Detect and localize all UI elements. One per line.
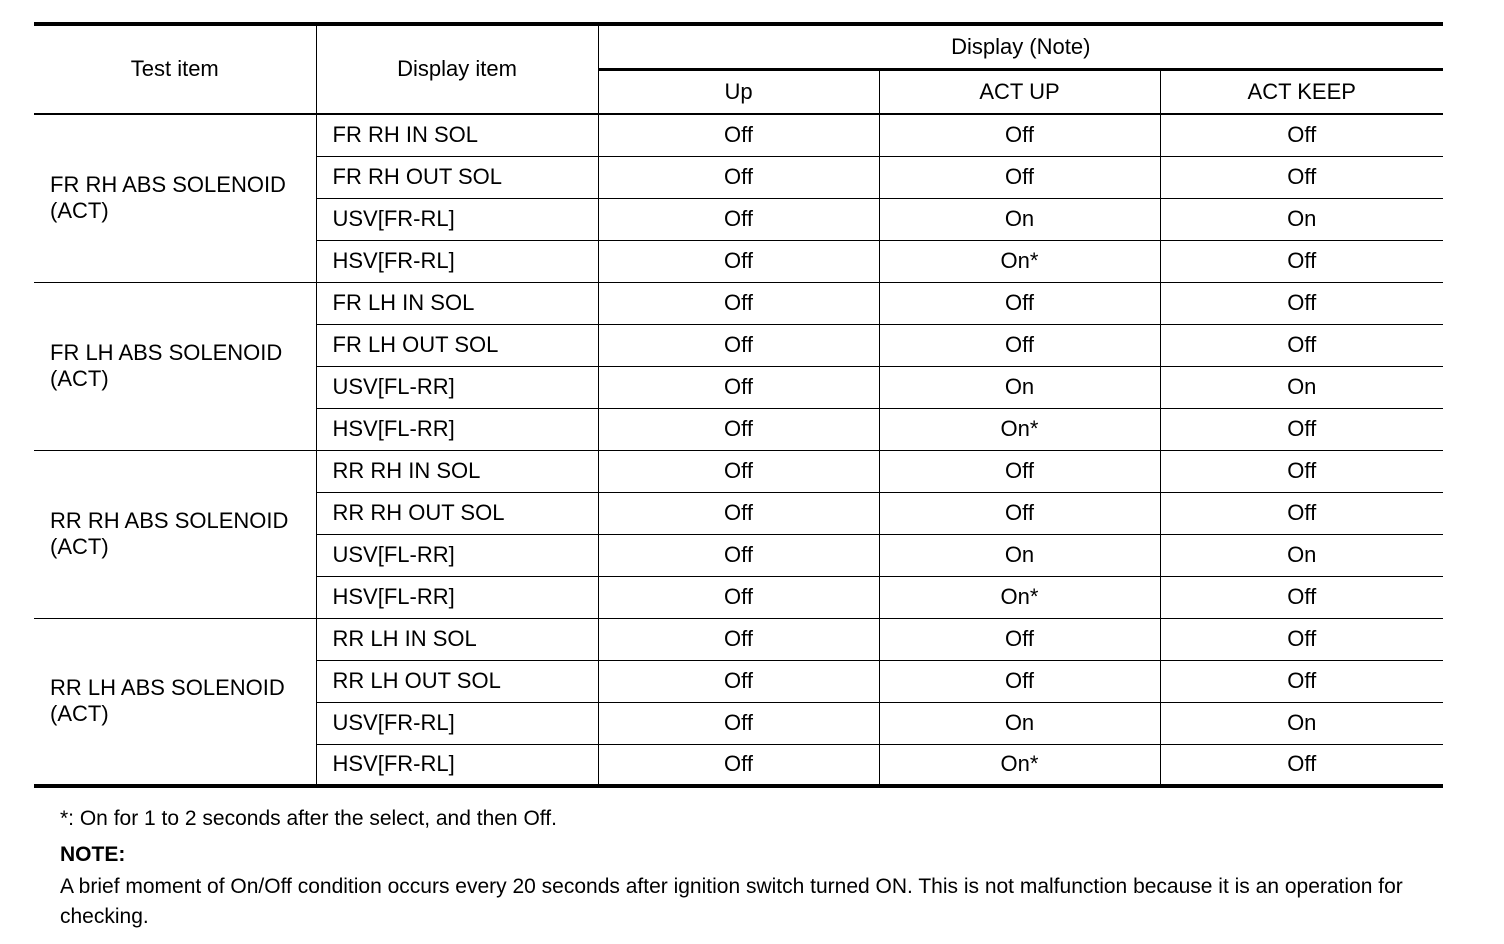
up-value-cell: Off (598, 576, 879, 618)
act-up-value-cell: On (879, 702, 1160, 744)
act-up-value-cell: On* (879, 408, 1160, 450)
act-keep-value-cell: Off (1160, 114, 1443, 156)
act-keep-value-cell: Off (1160, 492, 1443, 534)
act-up-value-cell: On (879, 534, 1160, 576)
display-item-cell: FR LH OUT SOL (316, 324, 598, 366)
up-value-cell: Off (598, 240, 879, 282)
display-item-cell: USV[FL-RR] (316, 534, 598, 576)
act-keep-value-cell: On (1160, 198, 1443, 240)
table-row (34, 282, 1443, 324)
display-item-cell: RR RH IN SOL (316, 450, 598, 492)
act-up-value-cell: Off (879, 156, 1160, 198)
act-keep-value-cell: Off (1160, 450, 1443, 492)
test-item-cell (34, 282, 316, 450)
test-item-cell (34, 114, 316, 282)
act-keep-value-cell: On (1160, 534, 1443, 576)
test-item-line: (ACT) (50, 701, 109, 727)
note-title: NOTE: (60, 843, 126, 866)
up-value-cell: Off (598, 156, 879, 198)
act-up-value-cell: On (879, 366, 1160, 408)
act-keep-value-cell: Off (1160, 282, 1443, 324)
header-up: Up (598, 70, 879, 115)
test-item-line: (ACT) (50, 366, 109, 391)
up-value-cell: Off (598, 450, 879, 492)
act-up-value-cell: Off (879, 618, 1160, 660)
table-row (34, 618, 1443, 660)
display-item-cell: HSV[FR-RL] (316, 240, 598, 282)
act-up-value-cell: Off (879, 492, 1160, 534)
act-up-value-cell: On* (879, 240, 1160, 282)
act-up-value-cell: On* (879, 744, 1160, 786)
act-keep-value-cell: Off (1160, 744, 1443, 786)
act-keep-value-cell: Off (1160, 156, 1443, 198)
test-item-line: RR RH ABS SOLENOID (50, 507, 289, 533)
display-item-cell: FR RH IN SOL (316, 114, 598, 156)
display-item-cell: RR LH IN SOL (316, 618, 598, 660)
up-value-cell: Off (598, 324, 879, 366)
display-item-cell: RR RH OUT SOL (316, 492, 598, 534)
notes-section (60, 804, 1450, 932)
act-keep-value-cell: Off (1160, 240, 1443, 282)
header-act-keep: ACT KEEP (1160, 70, 1443, 115)
note-text: A brief moment of On/Off condition occurs every 20 seconds after ignition switch turned ON. This is not malfunction because it is an operation for checking. (60, 875, 1403, 928)
up-value-cell: Off (598, 114, 879, 156)
up-value-cell: Off (598, 534, 879, 576)
up-value-cell: Off (598, 702, 879, 744)
up-value-cell: Off (598, 744, 879, 786)
display-item-cell: HSV[FL-RR] (316, 408, 598, 450)
test-item-line: RR LH ABS SOLENOID (50, 674, 285, 700)
display-item-cell: RR LH OUT SOL (316, 660, 598, 702)
test-item-line: FR LH ABS SOLENOID (50, 339, 283, 365)
act-keep-value-cell: Off (1160, 618, 1443, 660)
act-up-value-cell: Off (879, 282, 1160, 324)
header-act-up: ACT UP (879, 70, 1160, 115)
header-test-item: Test item (34, 24, 316, 114)
display-item-cell: FR RH OUT SOL (316, 156, 598, 198)
up-value-cell: Off (598, 618, 879, 660)
act-up-value-cell: Off (879, 660, 1160, 702)
act-keep-value-cell: On (1160, 366, 1443, 408)
header-display-item: Display item (316, 24, 598, 114)
up-value-cell: Off (598, 198, 879, 240)
table-row (34, 114, 1443, 156)
act-keep-value-cell: Off (1160, 324, 1443, 366)
table-body (34, 114, 1443, 786)
table-row (34, 450, 1443, 492)
act-keep-value-cell: Off (1160, 408, 1443, 450)
test-item-line: (ACT) (50, 198, 109, 224)
act-keep-value-cell: On (1160, 702, 1443, 744)
test-item-line: FR RH ABS SOLENOID (50, 171, 286, 197)
up-value-cell: Off (598, 282, 879, 324)
act-up-value-cell: Off (879, 324, 1160, 366)
act-up-value-cell: Off (879, 450, 1160, 492)
display-item-cell: USV[FL-RR] (316, 366, 598, 408)
footnote: *: On for 1 to 2 seconds after the select, and then Off. (60, 807, 557, 830)
up-value-cell: Off (598, 660, 879, 702)
test-item-cell (34, 450, 316, 618)
display-item-cell: USV[FR-RL] (316, 198, 598, 240)
up-value-cell: Off (598, 366, 879, 408)
act-up-value-cell: On* (879, 576, 1160, 618)
display-item-cell: USV[FR-RL] (316, 702, 598, 744)
act-up-value-cell: Off (879, 114, 1160, 156)
table-header (34, 24, 1443, 114)
act-up-value-cell: On (879, 198, 1160, 240)
act-keep-value-cell: Off (1160, 576, 1443, 618)
display-item-cell: FR LH IN SOL (316, 282, 598, 324)
up-value-cell: Off (598, 408, 879, 450)
header-display-note: Display (Note) (598, 24, 1443, 70)
up-value-cell: Off (598, 492, 879, 534)
test-item-line: (ACT) (50, 534, 109, 559)
display-item-cell: HSV[FR-RL] (316, 744, 598, 786)
solenoid-test-table (34, 22, 1443, 788)
display-item-cell: HSV[FL-RR] (316, 576, 598, 618)
act-keep-value-cell: Off (1160, 660, 1443, 702)
test-item-cell (34, 618, 316, 786)
